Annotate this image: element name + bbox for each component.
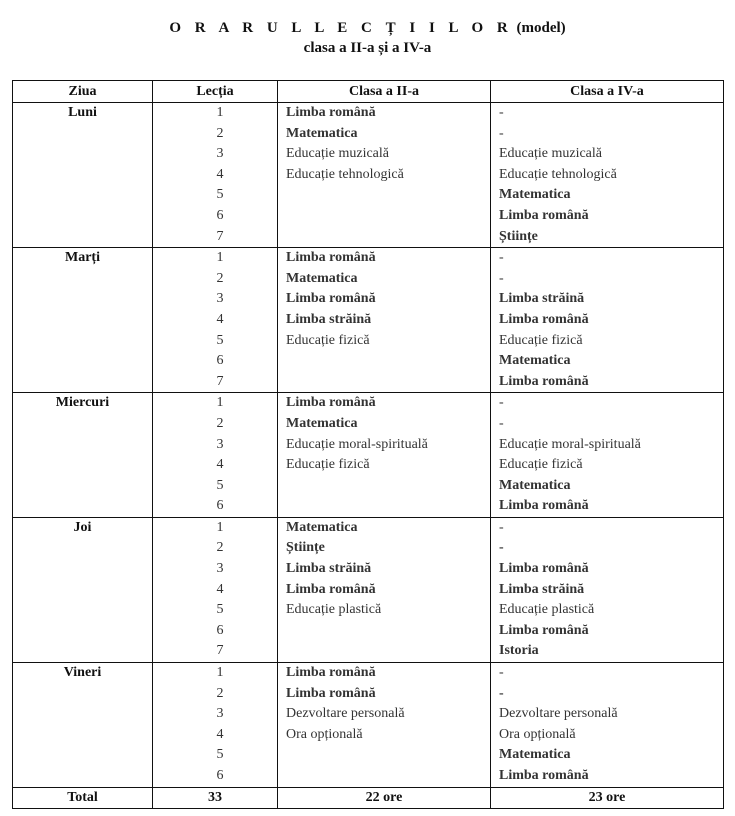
subject-entry: Limba română: [286, 105, 376, 120]
subject-entry: Limba română: [499, 561, 589, 577]
title-main: O R A R U L L E C Ț I I L O R: [169, 20, 513, 36]
subject-entry: Limba străină: [286, 311, 372, 327]
total-class-4: 23 ore: [491, 787, 724, 808]
lesson-number: 2: [216, 415, 224, 431]
subject-entry: Educație moral-spirituală: [286, 436, 428, 452]
lesson-number: 5: [216, 602, 224, 618]
lesson-number: 2: [216, 125, 224, 141]
subject-entry: Educație fizică: [286, 332, 370, 348]
class-4-subjects: [491, 248, 724, 393]
subject-entry: Limba română: [286, 685, 376, 701]
subject-entry: Limba română: [286, 395, 376, 411]
subject-entry: Educație muzicală: [286, 146, 389, 162]
lesson-number: 1: [216, 519, 224, 535]
lesson-number: 2: [216, 270, 224, 286]
subject-entry: Dezvoltare personală: [286, 706, 405, 722]
class-2-subjects: [278, 103, 491, 248]
day-row: [13, 393, 724, 518]
lesson-number: 6: [216, 353, 224, 369]
subject-entry: Limba străină: [499, 581, 585, 597]
page-title: [0, 18, 735, 38]
subject-entry: -: [499, 125, 504, 141]
subject-entry: Matematica: [286, 415, 358, 431]
lesson-numbers: [153, 517, 278, 662]
lesson-number: 5: [216, 332, 224, 348]
lesson-number: 6: [216, 207, 224, 223]
subject-entry: -: [499, 270, 504, 286]
class-2-subjects: [278, 663, 491, 788]
lesson-number: 3: [216, 706, 224, 722]
subject-entry: Limba română: [499, 373, 589, 389]
subject-entry: [278, 745, 490, 766]
subject-entry: [278, 372, 490, 393]
subject-entry: Ora opțională: [286, 726, 363, 742]
subject-entry: Matematica: [499, 747, 571, 763]
subject-entry: Matematica: [499, 187, 571, 203]
lesson-number: 6: [216, 498, 224, 514]
subject-entry: [278, 641, 490, 662]
lesson-number: 2: [216, 540, 224, 556]
lesson-number: 5: [216, 747, 224, 763]
day-name: Luni: [13, 103, 153, 248]
subject-entry: Ora opțională: [499, 726, 576, 742]
subject-entry: [278, 621, 490, 642]
subject-entry: Limba română: [499, 768, 589, 783]
day-row: [13, 248, 724, 393]
subject-entry: Limba română: [286, 250, 376, 266]
subject-entry: Educație moral-spirituală: [499, 436, 641, 452]
subject-entry: -: [499, 540, 504, 556]
lesson-number: 1: [216, 395, 224, 411]
subject-entry: [278, 227, 490, 248]
title-block: [0, 18, 735, 58]
subject-entry: -: [499, 519, 504, 535]
day-name: Joi: [13, 517, 153, 662]
header-class-4: Clasa a IV-a: [491, 81, 724, 103]
subject-entry: -: [499, 665, 504, 681]
lesson-number: 1: [216, 665, 224, 681]
subject-entry: -: [499, 250, 504, 266]
lesson-number: 7: [216, 643, 224, 659]
subject-entry: -: [499, 685, 504, 701]
subject-entry: Dezvoltare personală: [499, 706, 618, 722]
subject-entry: [278, 476, 490, 497]
subject-entry: Limba română: [286, 581, 376, 597]
subject-entry: -: [499, 395, 504, 411]
subject-entry: Limba română: [499, 207, 589, 223]
subject-entry: Limba română: [499, 498, 589, 514]
total-lessons: 33: [153, 787, 278, 808]
subject-entry: Matematica: [286, 270, 358, 286]
lesson-number: 4: [216, 166, 224, 182]
lesson-number: 3: [216, 146, 224, 162]
lesson-numbers: [153, 663, 278, 788]
day-row: [13, 517, 724, 662]
lesson-number: 5: [216, 477, 224, 493]
subject-entry: Limba română: [286, 291, 376, 307]
lesson-numbers: [153, 248, 278, 393]
class-4-subjects: [491, 393, 724, 518]
lesson-number: 3: [216, 561, 224, 577]
subject-entry: [278, 496, 490, 517]
page-subtitle: clasa a II-a și a IV-a: [303, 40, 432, 56]
total-row: [13, 787, 724, 808]
lesson-numbers: [153, 393, 278, 518]
subject-entry: Matematica: [499, 353, 571, 369]
subject-entry: Matematica: [286, 519, 358, 535]
class-2-subjects: [278, 517, 491, 662]
subject-entry: [278, 766, 490, 787]
lesson-number: 6: [216, 622, 224, 638]
lesson-number: 2: [216, 685, 224, 701]
lesson-number: 6: [216, 768, 224, 783]
class-4-subjects: [491, 517, 724, 662]
header-class-2: Clasa a II-a: [278, 81, 491, 103]
subject-entry: Limba străină: [286, 561, 372, 577]
lesson-number: 4: [216, 311, 224, 327]
subject-entry: Educație tehnologică: [499, 166, 617, 182]
lesson-number: 3: [216, 436, 224, 452]
lesson-number: 7: [216, 228, 224, 244]
subject-entry: [278, 351, 490, 372]
title-suffix: (model): [516, 20, 566, 36]
subject-entry: Limba română: [286, 665, 376, 681]
subject-entry: Limba română: [499, 311, 589, 327]
subject-entry: -: [499, 415, 504, 431]
subject-entry: Educație fizică: [286, 457, 370, 473]
subject-entry: Educație fizică: [499, 457, 583, 473]
subject-entry: [278, 185, 490, 206]
schedule-table: [12, 80, 724, 809]
day-name: Marți: [13, 248, 153, 393]
subject-entry: Științe: [286, 540, 325, 556]
day-name: Vineri: [13, 663, 153, 788]
subject-entry: Educație fizică: [499, 332, 583, 348]
subject-entry: Limba străină: [499, 291, 585, 307]
subject-entry: Educație tehnologică: [286, 166, 404, 182]
subject-entry: Matematica: [286, 125, 358, 141]
lesson-numbers: [153, 103, 278, 248]
subject-entry: Educație plastică: [286, 602, 382, 618]
header-lesson: Lecția: [153, 81, 278, 103]
subject-entry: Istoria: [499, 643, 539, 659]
lesson-number: 4: [216, 726, 224, 742]
subject-entry: Limba română: [499, 622, 589, 638]
header-row: [13, 81, 724, 103]
class-4-subjects: [491, 103, 724, 248]
day-row: [13, 663, 724, 788]
header-day: Ziua: [13, 81, 153, 103]
lesson-number: 3: [216, 291, 224, 307]
lesson-number: 5: [216, 187, 224, 203]
subject-entry: Matematica: [499, 477, 571, 493]
class-2-subjects: [278, 393, 491, 518]
subject-entry: Educație plastică: [499, 602, 595, 618]
subject-entry: [278, 206, 490, 227]
subject-entry: Științe: [499, 228, 538, 244]
lesson-number: 1: [216, 105, 224, 120]
schedule-body: [13, 103, 724, 788]
day-row: [13, 103, 724, 248]
lesson-number: 1: [216, 250, 224, 266]
subject-entry: -: [499, 105, 504, 120]
class-4-subjects: [491, 663, 724, 788]
total-class-2: 22 ore: [278, 787, 491, 808]
day-name: Miercuri: [13, 393, 153, 518]
total-label: Total: [13, 787, 153, 808]
class-2-subjects: [278, 248, 491, 393]
lesson-number: 7: [216, 373, 224, 389]
lesson-number: 4: [216, 457, 224, 473]
subject-entry: Educație muzicală: [499, 146, 602, 162]
lesson-number: 4: [216, 581, 224, 597]
